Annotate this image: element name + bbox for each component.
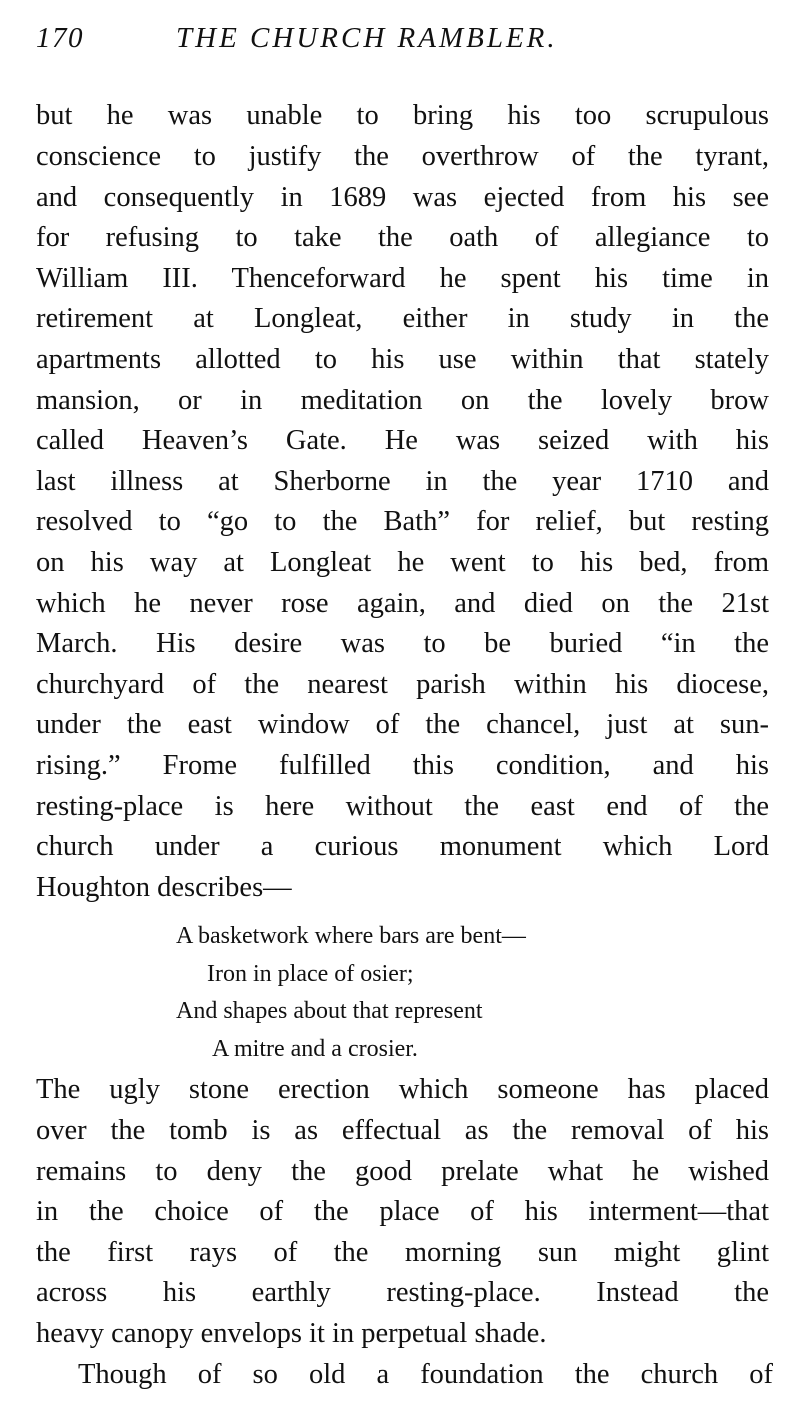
text-line: over the tomb is as effectual as the removal of his: [36, 1115, 769, 1146]
text-line: apartments allotted to his use within that stately: [36, 344, 769, 375]
verse-line: Iron in place of osier;: [207, 961, 414, 987]
text-line: under the east window of the chancel, just at sun-: [36, 709, 769, 740]
text-line: called Heaven’s Gate. He was seized with his: [36, 425, 769, 456]
text-line: resolved to “go to the Bath” for relief, but resting: [36, 506, 769, 537]
text-line: mansion, or in meditation on the lovely brow: [36, 385, 769, 416]
text-line: church under a curious monument which Lord: [36, 831, 769, 862]
text-line: on his way at Longleat he went to his bed, from: [36, 547, 769, 578]
text-line: and consequently in 1689 was ejected from his see: [36, 182, 769, 213]
text-line: The ugly stone erection which someone has placed: [36, 1074, 769, 1105]
text-line: which he never rose again, and died on the 21st: [36, 588, 769, 619]
text-line: churchyard of the nearest parish within his diocese,: [36, 669, 769, 700]
text-line: remains to deny the good prelate what he wished: [36, 1156, 769, 1187]
text-line: resting-place is here without the east end of the: [36, 791, 769, 822]
verse-line: A basketwork where bars are bent—: [176, 923, 526, 949]
running-head: [36, 22, 776, 62]
text-line: last illness at Sherborne in the year 1710 and: [36, 466, 769, 497]
text-line: in the choice of the place of his interment—that: [36, 1196, 769, 1227]
page-number: 170: [36, 22, 84, 54]
text-line: but he was unable to bring his too scrupulous: [36, 100, 769, 131]
text-line: conscience to justify the overthrow of the tyrant,: [36, 141, 769, 172]
text-line: across his earthly resting-place. Instead the: [36, 1277, 769, 1308]
text-line: heavy canopy envelops it in perpetual shade.: [36, 1318, 547, 1349]
text-line: rising.” Frome fulfilled this condition, and his: [36, 750, 769, 781]
verse-line: A mitre and a crosier.: [212, 1036, 418, 1062]
text-line: Though of so old a foundation the church of: [78, 1359, 773, 1390]
text-line: the first rays of the morning sun might glint: [36, 1237, 769, 1268]
running-title: THE CHURCH RAMBLER.: [176, 22, 558, 54]
text-line: William III. Thenceforward he spent his time in: [36, 263, 769, 294]
text-line: Houghton describes—: [36, 872, 292, 903]
text-line: March. His desire was to be buried “in the: [36, 628, 769, 659]
verse-line: And shapes about that represent: [176, 998, 483, 1024]
text-line: for refusing to take the oath of allegiance to: [36, 222, 769, 253]
text-line: retirement at Longleat, either in study in the: [36, 303, 769, 334]
